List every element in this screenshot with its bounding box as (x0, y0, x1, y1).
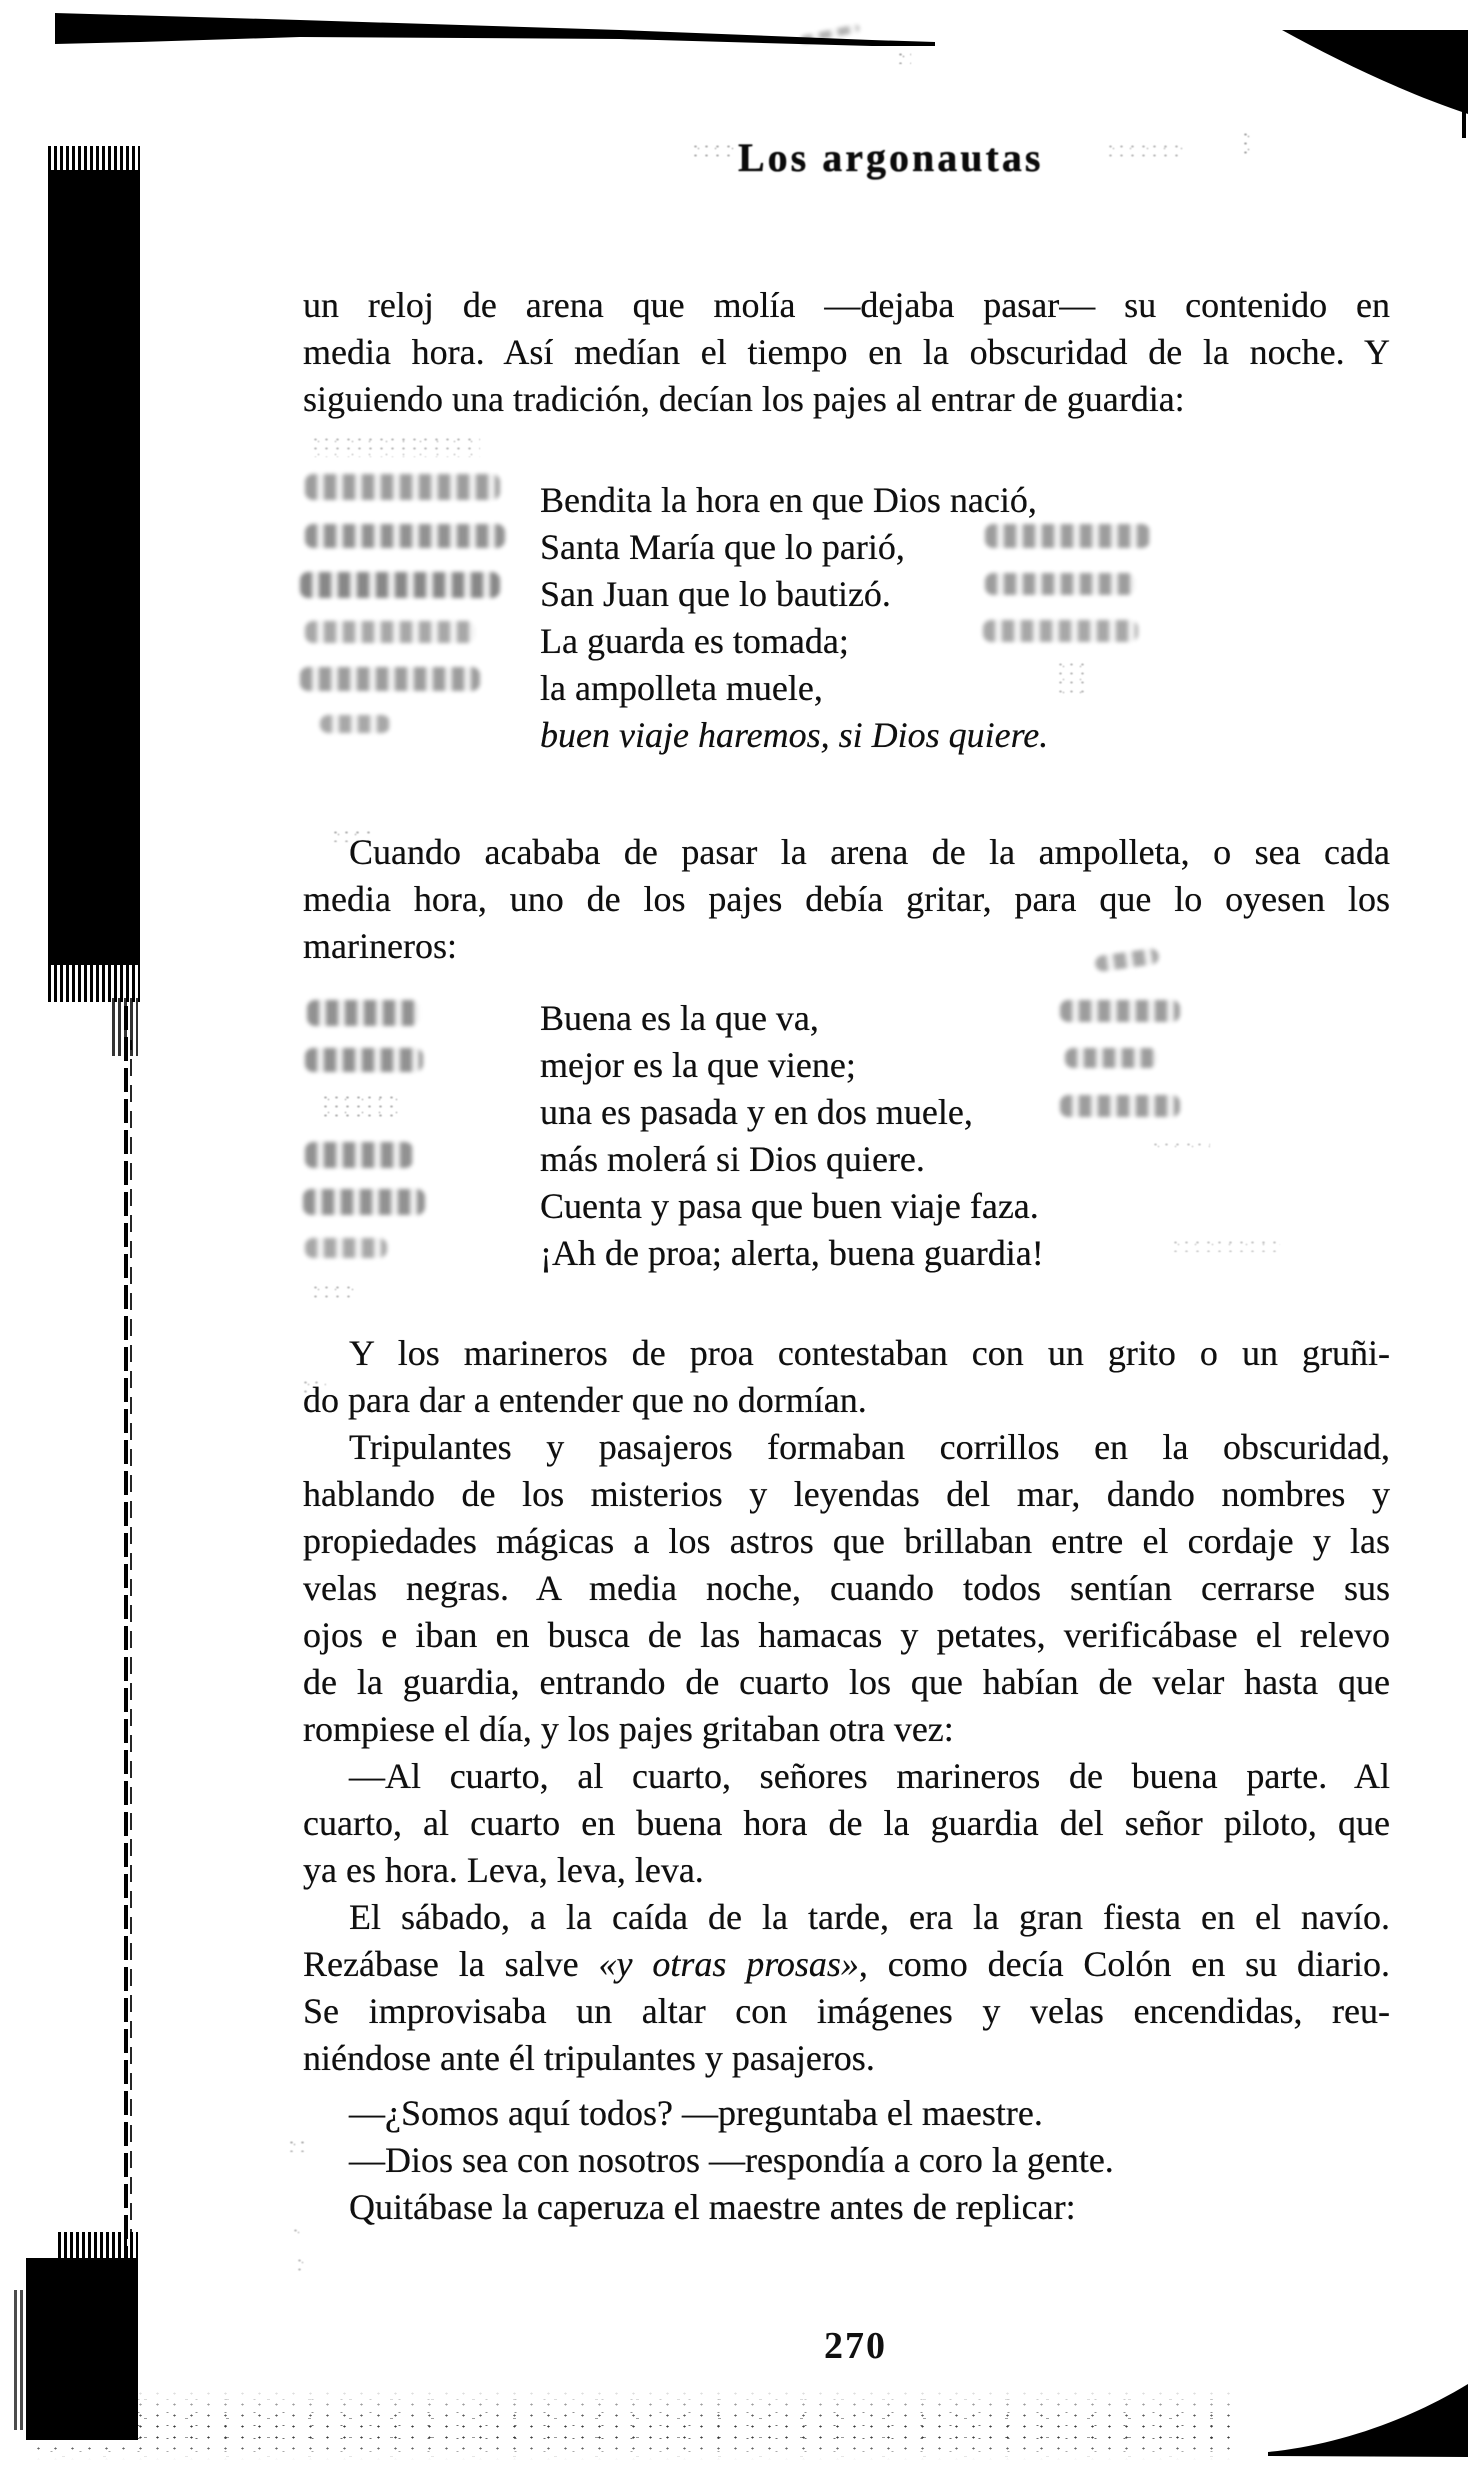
stray-mark (1240, 130, 1254, 156)
verse-line: ¡Ah de proa; alerta, buena guardia! (540, 1233, 1044, 1273)
text-line: Cuando acababa de pasar la arena de la ampolleta, o sea cada (349, 832, 1390, 872)
gutter-block-top-fringe (58, 2232, 138, 2262)
stray-mark (286, 2138, 304, 2152)
text-line: Se improvisaba un altar con imágenes y velas encendidas, reu- (303, 1991, 1390, 2031)
text-line: —Dios sea con nosotros —respondía a coro la gente. (349, 2140, 1114, 2180)
text-line: velas negras. A media noche, cuando todos sentían cerrarse sus (303, 1568, 1390, 1608)
stray-mark (690, 142, 738, 160)
gutter-bar-top-fringe (48, 146, 140, 174)
paragraph-block (303, 1894, 1390, 2082)
bottom-speckle-band (30, 2388, 1230, 2460)
gutter-bar-hanging-lines (112, 998, 138, 1056)
paragraph-block (303, 2137, 1390, 2184)
paragraph-block (303, 282, 1390, 423)
scan-corner-curl-top-right (1282, 30, 1468, 114)
stray-mark (895, 50, 911, 64)
verse-line: Buena es la que va, (540, 998, 819, 1038)
text-line (303, 1941, 1390, 1988)
text-line: niéndose ante él tripulantes y pasajeros. (303, 2038, 875, 2078)
gutter-bar-bottom-fringe (48, 962, 140, 1002)
gutter-block-left-fringe (14, 2290, 30, 2430)
gutter-crease-line (124, 1000, 128, 2270)
stray-mark (290, 2226, 302, 2238)
verse-line: la ampolleta muele, (540, 668, 823, 708)
text-segment: , como decía Colón en su diario. (858, 1944, 1390, 1984)
stray-mark (800, 24, 860, 44)
gutter-crease-line-2 (130, 1040, 132, 2255)
text-segment: Rezábase la salve (303, 1944, 599, 1984)
text-line: hablando de los misterios y leyendas del mar, dando nombres y (303, 1474, 1390, 1514)
text-line: marineros: (303, 926, 457, 966)
text-line: siguiendo una tradición, decían los pajes al entrar de guardia: (303, 379, 1185, 419)
text-line: ojos e iban en busca de las hamacas y petates, verificábase el relevo (303, 1615, 1390, 1655)
verse-line: una es pasada y en dos muele, (540, 1092, 973, 1132)
paragraph-block (303, 2184, 1390, 2231)
gutter-block-bottom (26, 2258, 138, 2440)
text-line: media hora. Así medían el tiempo en la obscuridad de la noche. Y (303, 332, 1390, 372)
scan-corner-tail-top-right (1462, 112, 1466, 138)
text-line: —¿Somos aquí todos? —preguntaba el maestre. (349, 2093, 1043, 2133)
verse-line: Cuenta y pasa que buen viaje faza. (540, 1186, 1039, 1226)
text-segment: «y otras prosas» (598, 1944, 859, 1984)
text-line: un reloj de arena que molía —dejaba pasar— su contenido en (303, 285, 1390, 325)
verse-line: La guarda es tomada; (540, 621, 849, 661)
text-line: ya es hora. Leva, leva, leva. (303, 1850, 704, 1890)
text-line: media hora, uno de los pajes debía gritar, para que lo oyesen los (303, 879, 1390, 919)
verse-line: Bendita la hora en que Dios nació, (540, 480, 1037, 520)
text-line: do para dar a entender que no dormían. (303, 1380, 867, 1420)
text-line: El sábado, a la caída de la tarde, era la gran fiesta en el navío. (349, 1897, 1390, 1937)
text-line: Tripulantes y pasajeros formaban corrillos en la obscuridad, (349, 1427, 1390, 1467)
verse-line: San Juan que lo bautizó. (540, 574, 891, 614)
verse-line: mejor es la que viene; (540, 1045, 856, 1085)
verse-block (540, 477, 1390, 759)
gutter-bar (48, 170, 140, 965)
verse-block (540, 995, 1390, 1277)
text-line: propiedades mágicas a los astros que brillaban entre el cordaje y las (303, 1521, 1390, 1561)
paragraph-block (303, 1424, 1390, 1753)
scan-top-edge-bar (55, 13, 935, 46)
paragraph-block (303, 2090, 1390, 2137)
scan-corner-curl-bottom-right (1268, 2384, 1468, 2457)
text-line: —Al cuarto, al cuarto, señores marineros de buena parte. Al (349, 1756, 1390, 1796)
paragraph-block (303, 1330, 1390, 1424)
running-header: Los argonautas (738, 135, 1044, 180)
text-line: Quitábase la caperuza el maestre antes de replicar: (349, 2187, 1076, 2227)
text-line: rompiese el día, y los pajes gritaban otra vez: (303, 1709, 954, 1749)
verse-line (540, 712, 1390, 759)
text-line: de la guardia, entrando de cuarto los que habían de velar hasta que (303, 1662, 1390, 1702)
stray-mark (1105, 142, 1185, 160)
text-line: Y los marineros de proa contestaban con un grito o un gruñi- (349, 1333, 1390, 1373)
text-flow (303, 282, 1390, 2231)
paragraph-block (303, 1753, 1390, 1894)
stray-mark (294, 2256, 304, 2274)
paragraph-block (303, 829, 1390, 970)
verse-line: más molerá si Dios quiere. (540, 1139, 925, 1179)
page-number: 270 (824, 2325, 887, 2367)
text-segment: buen viaje haremos, si Dios quiere. (540, 715, 1049, 755)
text-line: cuarto, al cuarto en buena hora de la guardia del señor piloto, que (303, 1803, 1390, 1843)
verse-line: Santa María que lo parió, (540, 527, 905, 567)
